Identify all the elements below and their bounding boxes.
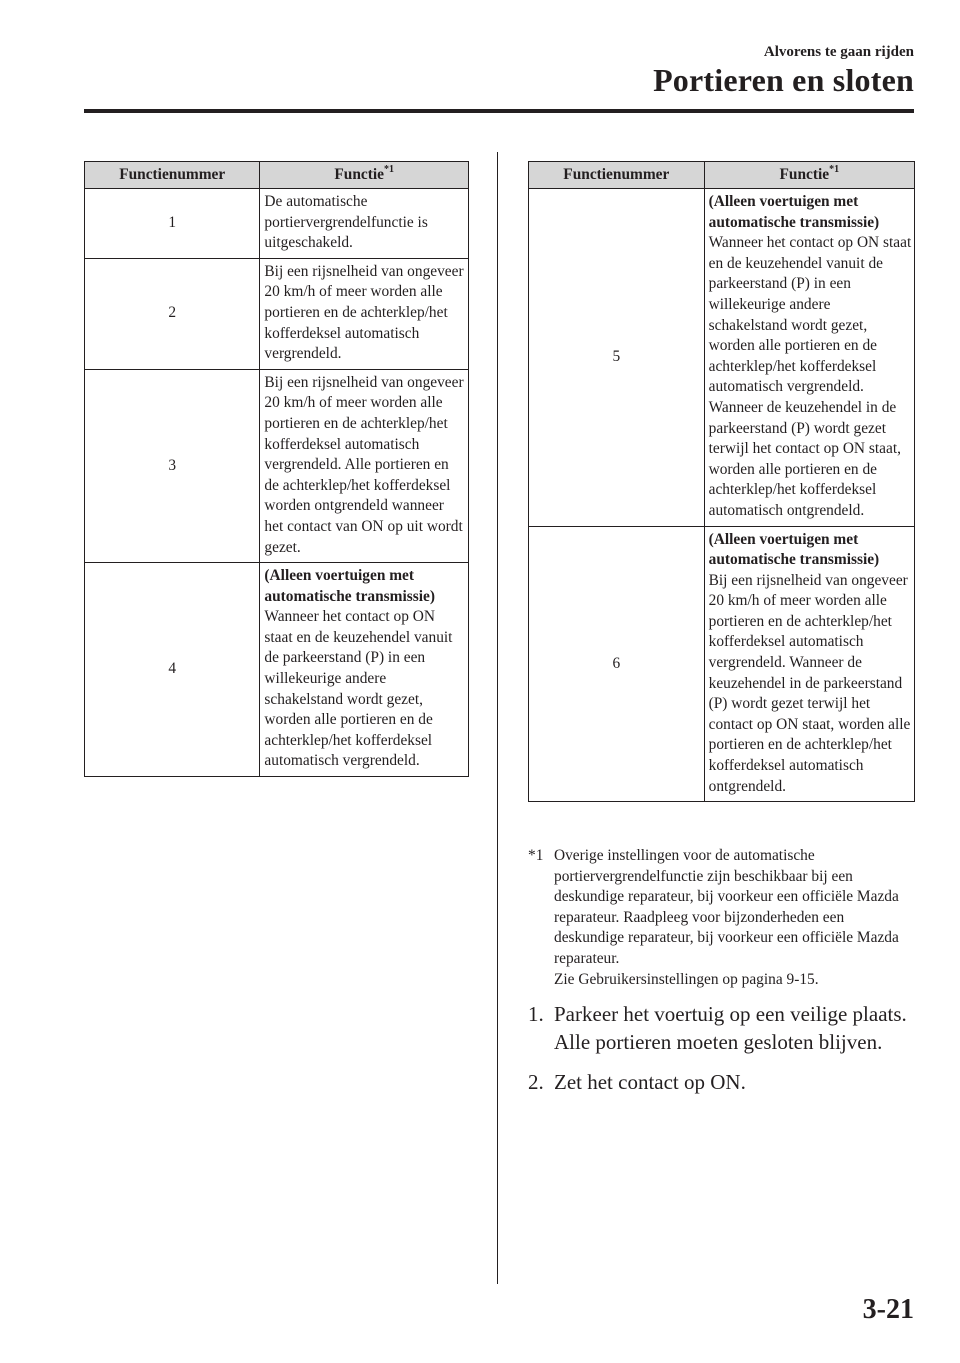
function-condition: (Alleen voertuigen met automatische transmissie) [264,567,435,605]
column-header-function [704,162,914,189]
table-header-row [85,162,469,189]
function-number: 2 [85,258,260,369]
table-row [529,526,915,802]
step-number: 2. [528,1070,544,1094]
table-row [85,369,469,562]
column-header-function [260,162,469,189]
footnote [528,846,918,990]
column-header-function-label: Functie [779,165,830,183]
function-table-left [84,161,469,777]
step-number: 1. [528,1002,544,1026]
function-text: Wanneer het contact op ON staat en de keuzehendel vanuit de parkeerstand (P) in een willekeurige andere schakelstand wordt gezet, worden alle portieren en de achterklep/het kofferdeksel automatisch vergrendeld. Wanneer de keuzehendel in de parkeerstand (P) wordt gezet terwijl het contact op ON staat, worden alle portieren en de achterklep/het kofferdeksel automatisch ontgrendeld. [708,234,912,519]
function-number: 4 [85,563,260,777]
column-header-function-label: Functie [334,165,384,183]
table-row [85,258,469,369]
function-description [704,189,914,527]
function-text: Bij een rijsnelheid van ongeveer 20 km/h of meer worden alle portieren en de achterklep/het kofferdeksel automatisch vergrendeld. [264,262,464,363]
footnote-marker: *1 [384,163,394,175]
function-description [704,526,914,802]
table-row [85,563,469,777]
function-description [260,563,469,777]
table-row [529,189,915,527]
function-number: 5 [529,189,705,527]
step-text: Parkeer het voertuig op een veilige plaats. Alle portieren moeten gesloten blijven. [554,1002,907,1054]
footnote-text [554,846,918,990]
footnote-mark: *1 [528,847,544,864]
table-row [85,189,469,259]
column-divider [497,152,498,1284]
function-condition: (Alleen voertuigen met automatische transmissie) [708,193,880,231]
table-header-row [529,162,915,189]
function-text: De automatische portiervergrendelfunctie is uitgeschakeld. [264,193,428,252]
list-item [528,1068,928,1096]
function-condition: (Alleen voertuigen met automatische transmissie) [708,530,880,569]
page-number: 3-21 [862,1294,914,1325]
column-header-number: Functienummer [529,162,705,189]
function-number: 6 [529,526,705,802]
function-text: Bij een rijsnelheid van ongeveer 20 km/h of meer worden alle portieren en de achterklep/het kofferdeksel automatisch vergrendeld. Wanneer de keuzehendel in de parkeerstand (P) wordt gezet terwijl het contact op ON staat, worden alle portieren en de achterklep/het kofferdeksel automatisch ontgrendeld. [708,571,911,795]
function-description [260,369,469,562]
function-text: Wanneer het contact op ON staat en de keuzehendel vanuit de parkeerstand (P) in een willekeurige andere schakelstand wordt gezet, worden alle portieren en de achterklep/het kofferdeksel automatisch vergrendeld. [264,608,453,770]
step-text: Zet het contact op ON. [554,1070,746,1094]
footnote-see-reference: Zie Gebruikersinstellingen op pagina 9-15. [554,970,819,988]
header-subtitle: Alvorens te gaan rijden [763,44,914,60]
function-description [260,189,469,259]
list-item [528,1000,928,1056]
function-description [260,258,469,369]
function-number: 3 [85,369,260,562]
header-rule [84,109,914,113]
function-number: 1 [85,189,260,259]
footnote-marker: *1 [829,163,840,175]
footnote-body: Overige instellingen voor de automatische portiervergrendelfunctie zijn beschikbaar bij een deskundige reparateur, bij voorkeur een officiële Mazda reparateur. Raadpleeg voor bijzonderheden een deskundige reparateur, bij voorkeur een officiële Mazda reparateur. [554,847,899,967]
function-table-right [528,161,915,802]
page-title: Portieren en sloten [653,62,914,98]
column-header-number: Functienummer [85,162,260,189]
procedure-steps [528,1000,928,1108]
function-text: Bij een rijsnelheid van ongeveer 20 km/h of meer worden alle portieren en de achterklep/het kofferdeksel automatisch vergrendeld. Alle portieren en de achterklep/het kofferdeksel worden ontgrendeld wanneer het contact van ON op uit wordt gezet. [264,373,464,556]
